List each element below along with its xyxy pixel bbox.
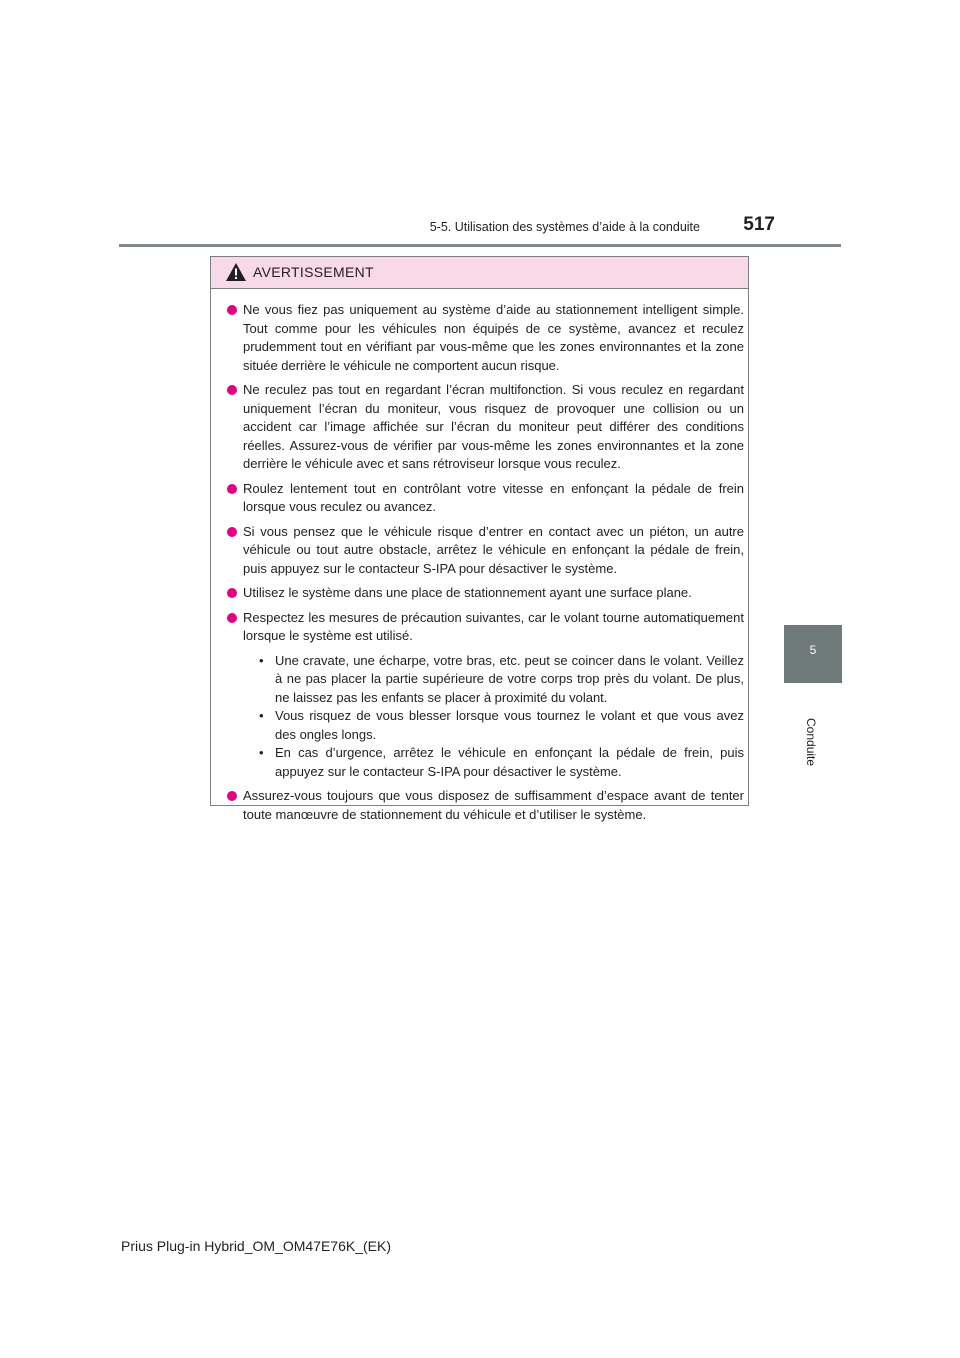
sub-bullet-marker: • <box>259 652 264 668</box>
sub-list-item <box>259 652 744 708</box>
sub-list <box>243 652 744 782</box>
sub-list-item <box>259 744 744 781</box>
bullet-dot-icon <box>227 613 237 623</box>
warning-bullet <box>227 480 744 517</box>
bullet-text: Roulez lentement tout en contrôlant votre vitesse en enfonçant la pédale de frein lorsque vous reculez ou avancez. <box>243 480 744 514</box>
bullet-text: Assurez-vous toujours que vous disposez de suffisamment d’espace avant de tenter toute manœuvre de stationnement du véhicule et d’utiliser le système. <box>243 788 744 822</box>
bullet-dot-icon <box>227 588 237 598</box>
warning-bullet <box>227 609 744 782</box>
bullet-text: Respectez les mesures de précaution suivantes, car le volant tourne automatiquement lorsque le système est utilisé. <box>243 609 744 643</box>
bullet-text: Si vous pensez que le véhicule risque d’entrer en contact avec un piéton, un autre véhicule ou tout autre obstacle, arrêtez le véhicule en enfonçant la pédale de frein, puis appuyez sur le contacteur S-IPA pour désactiver le système. <box>243 523 744 576</box>
warning-bullet <box>227 584 744 603</box>
sub-item-text: Vous risquez de vous blesser lorsque vous tournez le volant et que vous avez des ongles longs. <box>275 708 744 742</box>
section-title: 5-5. Utilisation des systèmes d’aide à la conduite <box>429 220 700 234</box>
bullet-dot-icon <box>227 791 237 801</box>
warning-box <box>210 256 749 822</box>
bullet-dot-icon <box>227 484 237 494</box>
header-divider <box>119 244 841 247</box>
warning-bullet <box>227 787 744 824</box>
warning-title: AVERTISSEMENT <box>253 264 374 280</box>
chapter-name: Conduite <box>804 718 818 767</box>
footer-model: Prius Plug-in Hybrid_OM_OM47E76K_(EK) <box>121 1238 391 1254</box>
bullet-dot-icon <box>227 385 237 395</box>
bullet-text: Utilisez le système dans une place de stationnement ayant une surface plane. <box>243 585 692 600</box>
chapter-tab <box>784 625 842 683</box>
sub-list-item <box>259 707 744 744</box>
warning-bullet <box>227 523 744 579</box>
warning-triangle-icon <box>225 262 247 282</box>
warning-body <box>227 301 744 830</box>
bullet-text: Ne vous fiez pas uniquement au système d’aide au stationnement intelligent simple. Tout comme pour les véhicules non équipés de ce système, avancez et reculez prudemment tout en vérifiant par vous-même que les zones environnantes et la zone située derrière le véhicule ne comportent aucun risque. <box>243 302 744 373</box>
warning-bullet <box>227 301 744 375</box>
sub-bullet-marker: • <box>259 745 264 760</box>
bullet-dot-icon <box>227 305 237 315</box>
sub-bullet-marker: • <box>259 708 264 723</box>
warning-header <box>211 257 748 289</box>
chapter-number: 5 <box>809 643 817 657</box>
sub-item-text: Une cravate, une écharpe, votre bras, etc. peut se coincer dans le volant. Veillez à ne pas placer la partie supérieure de votre corps trop près du volant. De plus, ne laissez pas les enfants se placer à proximité du volant. <box>275 652 744 705</box>
bullet-dot-icon <box>227 527 237 537</box>
warning-bullet <box>227 381 744 474</box>
page-number: 517 <box>743 214 775 235</box>
bullet-text: Ne reculez pas tout en regardant l’écran multifonction. Si vous reculez en regardant uniquement l’écran du moniteur, vous risquez de provoquer une collision ou un accident car l’image affichée sur l’écran du moniteur peut différer des conditions réelles. Assurez-vous de vérifier par vous-même les zones environnantes et la zone derrière le véhicule avec et sans rétroviseur lorsque vous reculez. <box>243 382 744 471</box>
sub-item-text: En cas d’urgence, arrêtez le véhicule en enfonçant la pédale de frein, puis appuyez sur le contacteur S-IPA pour désactiver le système. <box>275 745 744 779</box>
